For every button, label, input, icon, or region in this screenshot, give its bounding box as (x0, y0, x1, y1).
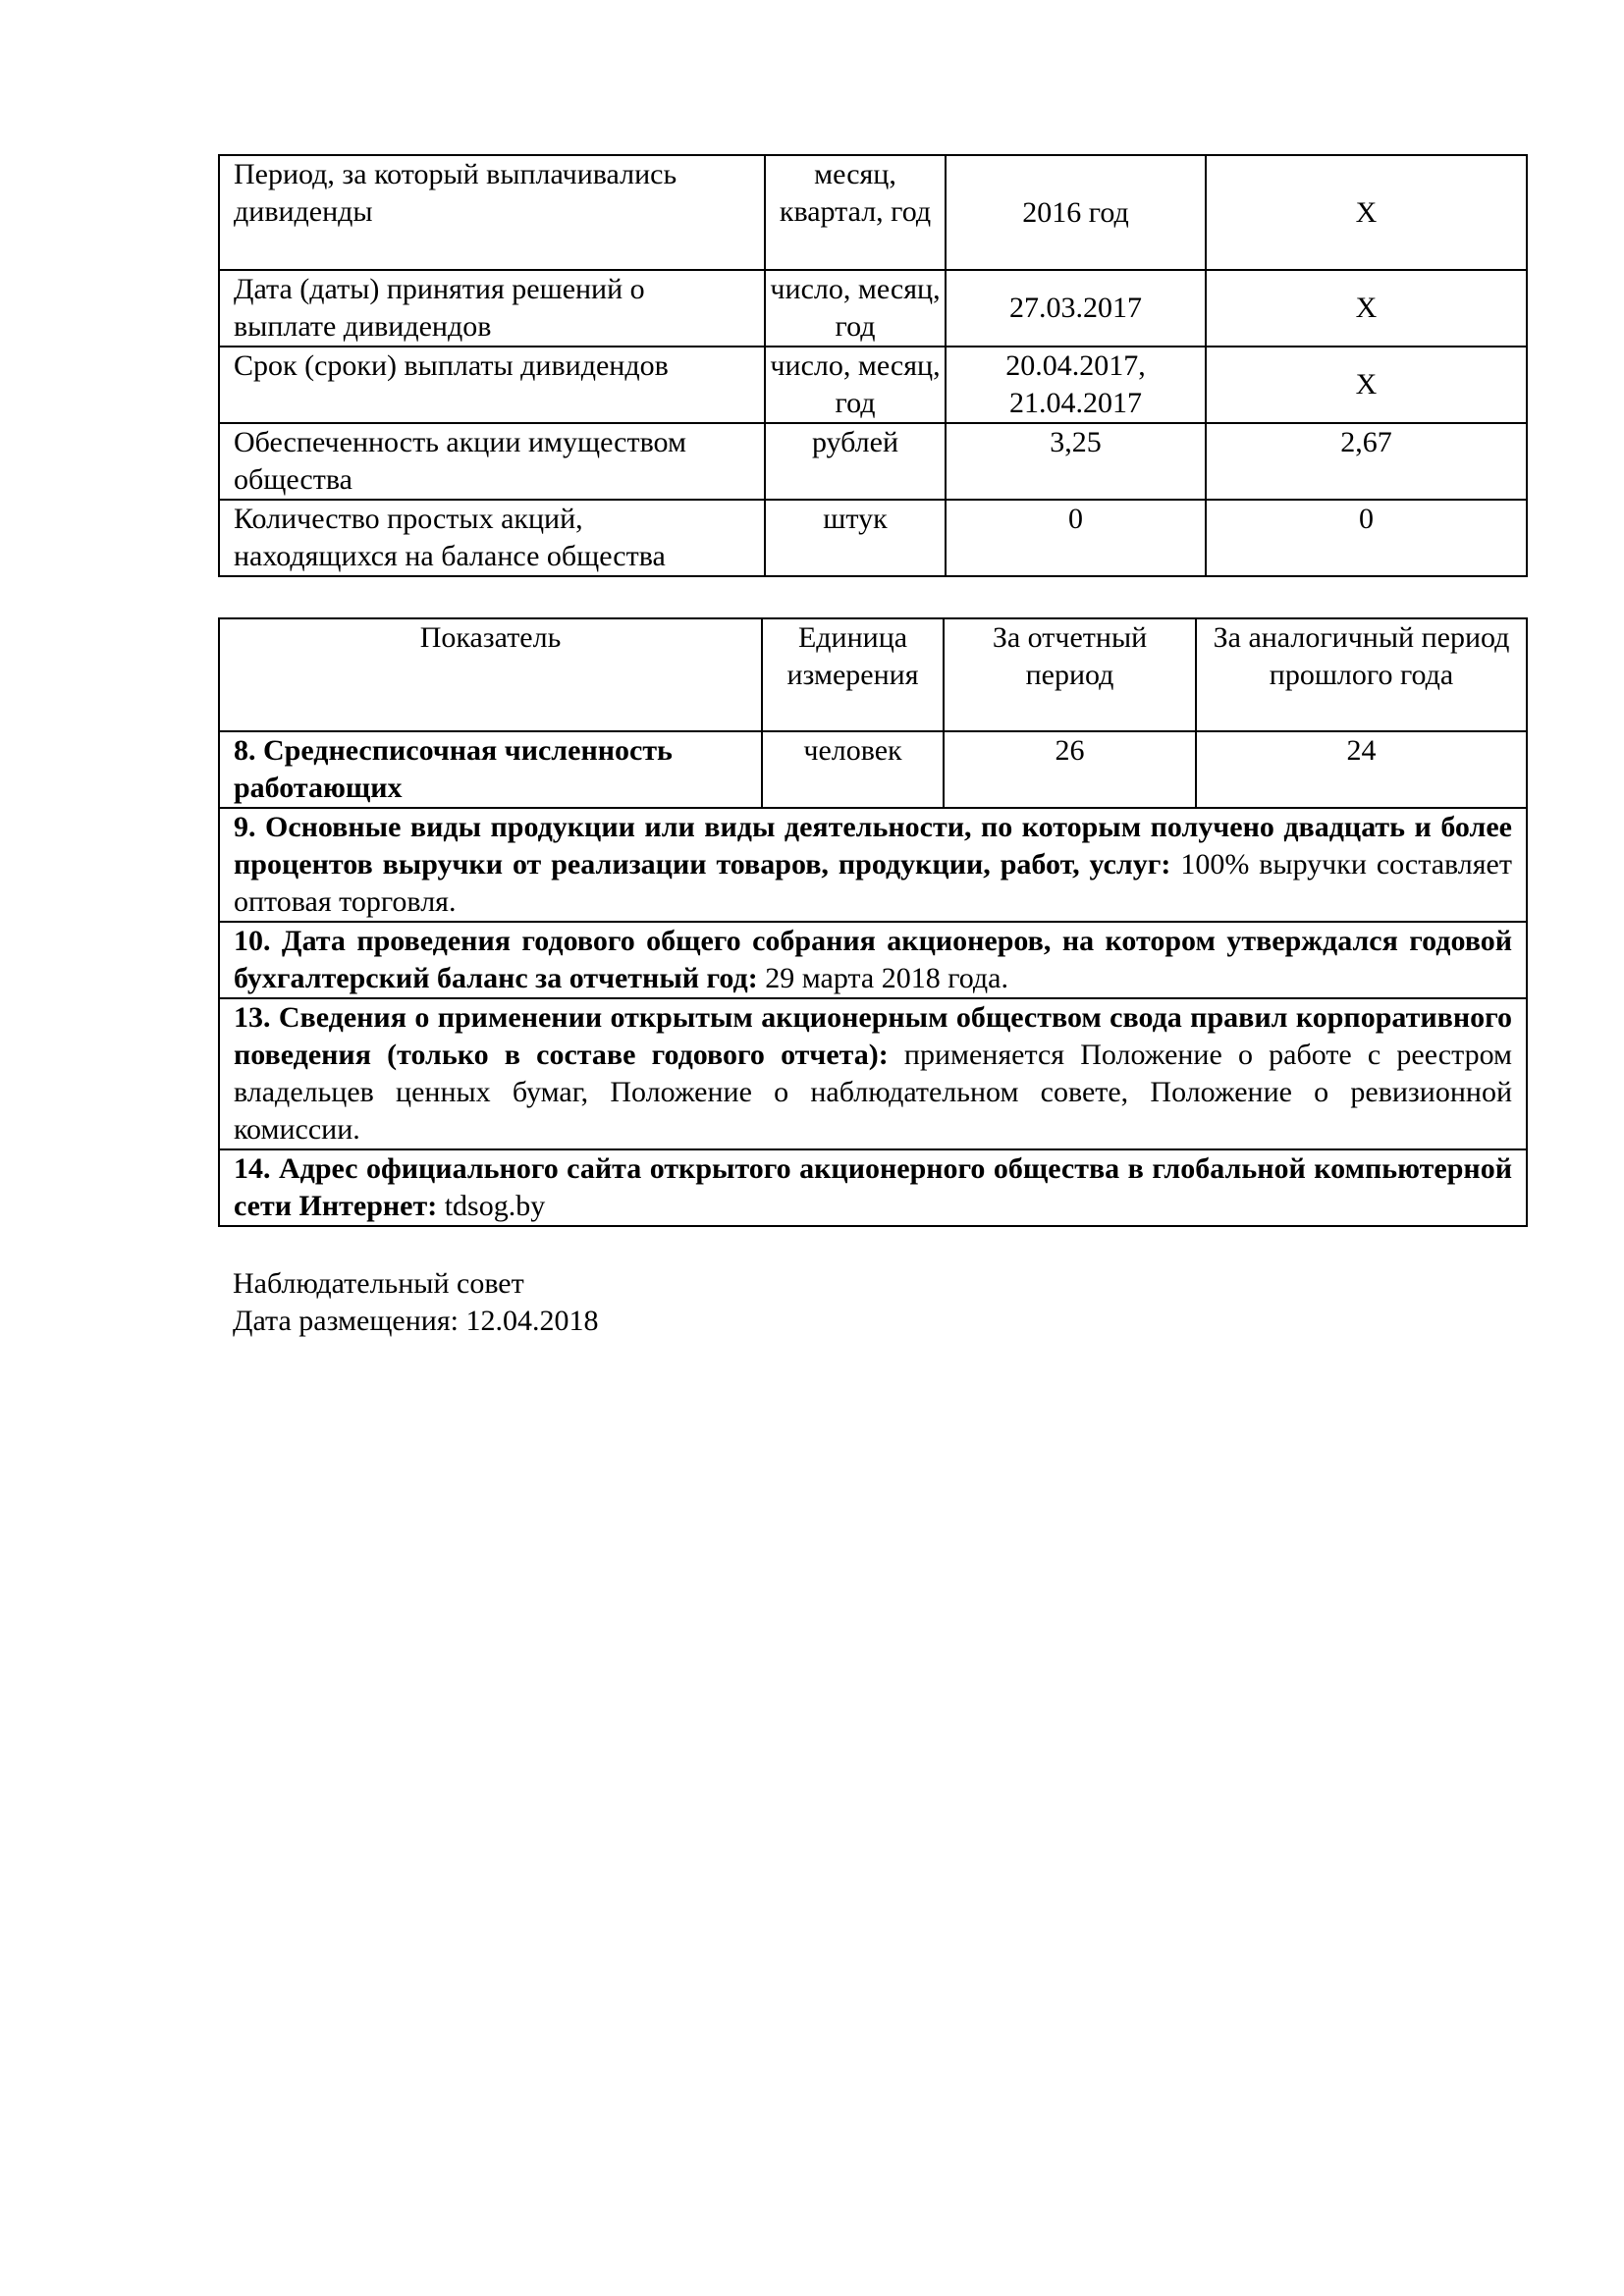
current-value-cell: 3,25 (946, 423, 1206, 500)
table-row (219, 731, 1527, 808)
previous-value-cell: 0 (1206, 500, 1527, 576)
unit-cell: штук (765, 500, 946, 576)
indicator-cell: Период, за который выплачивались дивиденды (219, 155, 765, 270)
header-current-period: За отчетный период (944, 618, 1196, 731)
unit-cell: месяц, квартал, год (765, 155, 946, 270)
item-10-cell (219, 922, 1527, 998)
signer-text: Наблюдательный совет (233, 1267, 524, 1300)
current-value-cell: 27.03.2017 (946, 270, 1206, 347)
previous-value-cell: Х (1206, 270, 1527, 347)
item-13-value: применяется Положение о работе с реестром владельцев ценных бумаг, Положение о наблюдательном совете, Положение о ревизионной комиссии. (234, 1039, 1512, 1146)
table-header-row (219, 618, 1527, 731)
indicator-cell: Обеспеченность акции имуществом общества (219, 423, 765, 500)
item-10-label: 10. Дата проведения годового общего собрания акционеров, на котором утверждался годовой бухгалтерский баланс за отчетный год: (234, 925, 1512, 994)
item-10-value: 29 марта 2018 года. (757, 962, 1008, 994)
unit-cell: число, месяц, год (765, 347, 946, 423)
header-unit: Единица измерения (762, 618, 944, 731)
posted-date-text: Дата размещения: 12.04.2018 (233, 1305, 599, 1337)
employees-label-text: 8. Среднесписочная численность работающих (234, 734, 673, 804)
table-row (219, 423, 1527, 500)
previous-value-cell: Х (1206, 155, 1527, 270)
employees-previous: 24 (1196, 731, 1527, 808)
indicators-table (218, 617, 1528, 1227)
employees-current: 26 (944, 731, 1196, 808)
employees-label (219, 731, 762, 808)
current-value-cell: 20.04.2017, 21.04.2017 (946, 347, 1206, 423)
table-row (219, 347, 1527, 423)
unit-cell: рублей (765, 423, 946, 500)
item-9-value: 100% выручки составляет оптовая торговля. (234, 848, 1512, 918)
current-value-cell: 2016 год (946, 155, 1206, 270)
document-footer (233, 1265, 599, 1340)
table-row (219, 500, 1527, 576)
table-row (219, 922, 1527, 998)
header-indicator: Показатель (219, 618, 762, 731)
table-row (219, 998, 1527, 1149)
item-14-cell (219, 1149, 1527, 1226)
indicator-cell: Дата (даты) принятия решений о выплате дивидендов (219, 270, 765, 347)
current-value-cell: 0 (946, 500, 1206, 576)
item-9-label: 9. Основные виды продукции или виды деятельности, по которым получено двадцать и более процентов выручки от реализации товаров, продукции, работ, услуг: (234, 811, 1512, 881)
employees-unit: человек (762, 731, 944, 808)
item-14-value: tdsog.by (437, 1190, 546, 1222)
table-row (219, 155, 1527, 270)
item-14-label: 14. Адрес официального сайта открытого акционерного общества в глобальной компьютерной сети Интернет: (234, 1152, 1512, 1222)
table-row (219, 808, 1527, 922)
header-previous-period: За аналогичный период прошлого года (1196, 618, 1527, 731)
previous-value-cell: 2,67 (1206, 423, 1527, 500)
item-13-cell (219, 998, 1527, 1149)
item-9-cell (219, 808, 1527, 922)
table-row (219, 1149, 1527, 1226)
table-row (219, 270, 1527, 347)
indicator-cell: Срок (сроки) выплаты дивидендов (219, 347, 765, 423)
item-13-label: 13. Сведения о применении открытым акционерным обществом свода правил корпоративного поведения (только в составе годового отчета): (234, 1001, 1512, 1071)
previous-value-cell: Х (1206, 347, 1527, 423)
dividends-table (218, 154, 1528, 577)
indicator-cell: Количество простых акций, находящихся на балансе общества (219, 500, 765, 576)
unit-cell: число, месяц, год (765, 270, 946, 347)
